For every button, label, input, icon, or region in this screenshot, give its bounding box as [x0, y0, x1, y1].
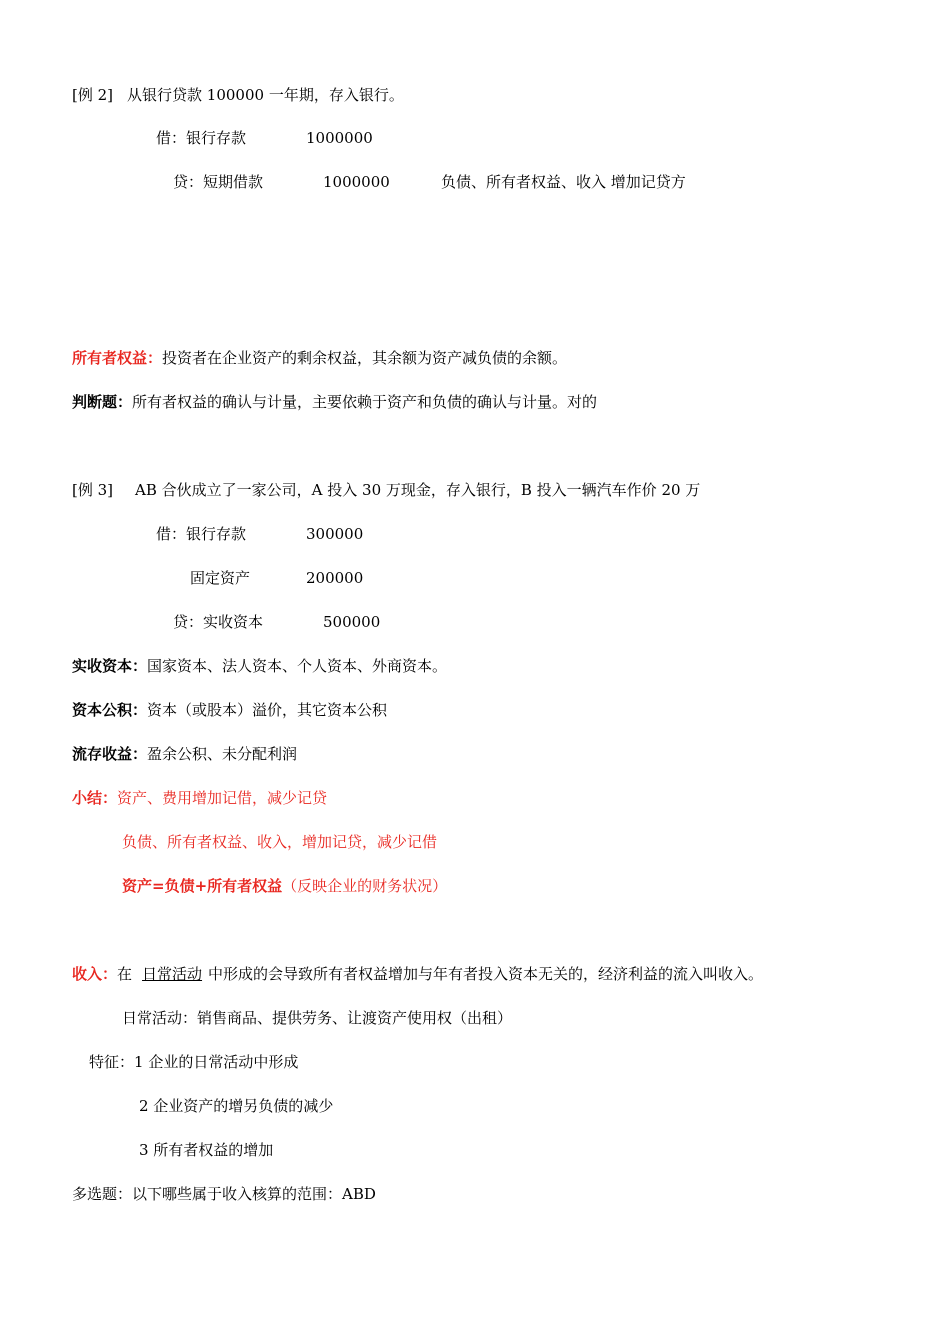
ex2-debit-account: 借：银行存款 — [156, 129, 247, 147]
example-2-heading — [72, 85, 404, 105]
revenue-feature-1 — [89, 1052, 298, 1072]
revenue-definition — [72, 964, 763, 984]
example-3-text: AB 合伙成立了一家公司，A 投入 30 万现金，存入银行，B 投入一辆汽车作价 20 万 — [135, 481, 701, 499]
judge-text: 所有者权益的确认与计量，主要依赖于资产和负债的确认与计量。对的 — [132, 393, 598, 411]
features-label: 特征： — [89, 1053, 135, 1071]
ex3-debit-amount: 300000 — [306, 525, 364, 543]
retained-term: 流存收益： — [72, 745, 148, 763]
summary-line-2: 负债、所有者权益、收入，增加记贷，减少记借 — [122, 833, 438, 851]
paid-in-capital — [72, 656, 447, 676]
equity-term: 所有者权益： — [72, 349, 163, 367]
ex2-debit-amount: 1000000 — [306, 129, 373, 147]
revenue-underlined — [142, 965, 208, 983]
revenue-feature-3: 3 所有者权益的增加 — [139, 1141, 274, 1159]
revenue-daily-activities: 日常活动：销售商品、提供劳务、让渡资产使用权（出租） — [122, 1009, 513, 1027]
ex3-credit-account: 贷：实收资本 — [173, 613, 264, 631]
ex3-debit2-amount: 200000 — [306, 569, 364, 587]
ex3-debit-account: 借：银行存款 — [156, 525, 247, 543]
summary-equation — [122, 876, 447, 896]
retained-earnings — [72, 744, 297, 764]
example-2-text: 从银行贷款 100000 一年期，存入银行。 — [127, 86, 404, 104]
example-3-heading — [72, 480, 700, 500]
example-2-label: [例 2] — [72, 86, 114, 104]
ex3-debit2-account: 固定资产 — [190, 569, 251, 587]
example-3-label: [例 3] — [72, 481, 114, 499]
ex2-credit-note: 负债、所有者权益、收入 增加记贷方 — [441, 173, 686, 191]
reserve-text: 资本（或股本）溢价，其它资本公积 — [147, 701, 388, 719]
ex2-credit-account: 贷：短期借款 — [173, 173, 264, 191]
summary-term: 小结： — [72, 789, 118, 807]
summary-line-1 — [72, 788, 327, 808]
revenue-pre: 在 — [117, 965, 133, 983]
summary-line1-text: 资产、费用增加记借，减少记贷 — [117, 789, 328, 807]
capital-reserve — [72, 700, 387, 720]
reserve-term: 资本公积： — [72, 701, 148, 719]
ex2-credit-amount: 1000000 — [323, 173, 390, 191]
feature-1-text: 1 企业的日常活动中形成 — [134, 1053, 299, 1071]
retained-text: 盈余公积、未分配利润 — [147, 745, 298, 763]
paid-in-term: 实收资本： — [72, 657, 148, 675]
revenue-rest: 中形成的会导致所有者权益增加与年有者投入资本无关的，经济利益的流入叫收入。 — [208, 965, 764, 983]
paid-in-text: 国家资本、法人资本、个人资本、外商资本。 — [147, 657, 448, 675]
judge-term: 判断题： — [72, 393, 133, 411]
revenue-feature-2: 2 企业资产的增另负债的减少 — [139, 1097, 334, 1115]
summary-equation-note: （反映企业的财务状况） — [282, 877, 448, 895]
judge-question — [72, 392, 597, 412]
equity-text: 投资者在企业资产的剩余权益，其余额为资产减负债的余额。 — [162, 349, 568, 367]
equity-definition — [72, 348, 567, 368]
summary-equation-bold: 资产=负债+所有者权益 — [122, 877, 283, 895]
ex3-credit-amount: 500000 — [323, 613, 381, 631]
multi-choice-question: 多选题：以下哪些属于收入核算的范围：ABD — [72, 1185, 376, 1203]
revenue-underlined-text: 日常活动 — [142, 965, 203, 983]
revenue-term: 收入： — [72, 965, 118, 983]
